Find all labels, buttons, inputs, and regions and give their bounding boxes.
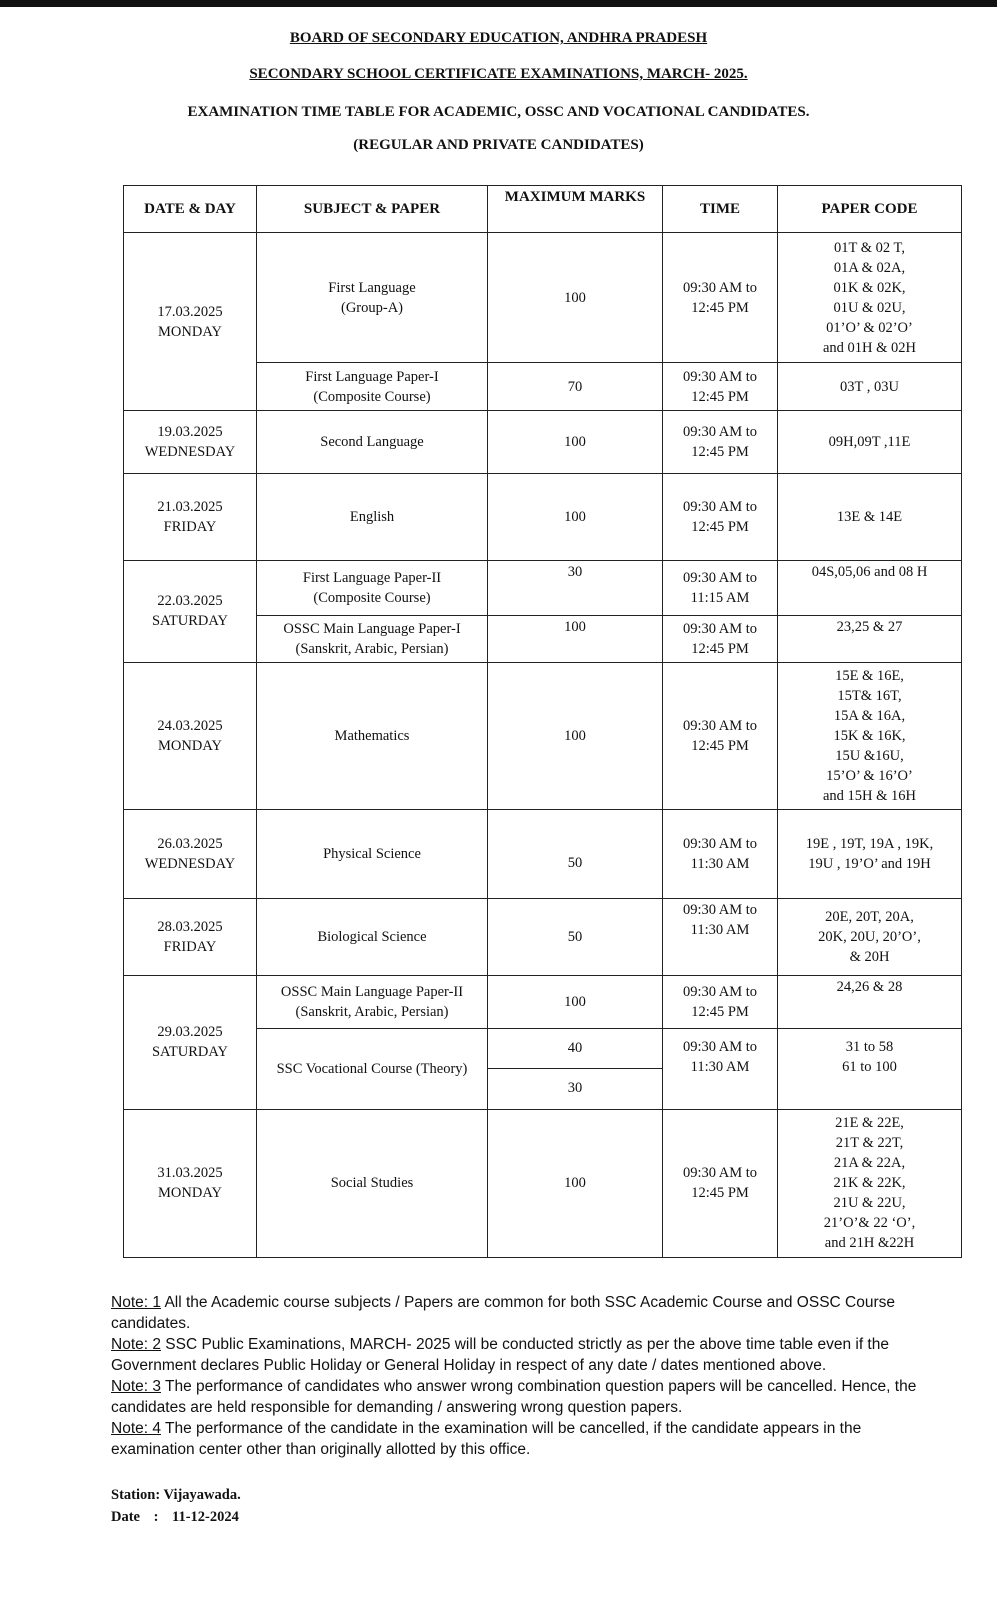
table-row <box>124 663 962 810</box>
marks-split-cell <box>488 1029 663 1110</box>
code-cell: 09H,09T ,11E <box>778 411 962 473</box>
table-row <box>124 473 962 560</box>
time-cell: 09:30 AM to 12:45 PM <box>663 473 778 560</box>
note-4 <box>111 1418 939 1460</box>
marks-cell: 70 <box>488 363 663 411</box>
code-cell: 20E, 20T, 20A, 20K, 20U, 20’O’, & 20H <box>778 899 962 976</box>
code-cell: 23,25 & 27 <box>778 615 962 662</box>
note-1 <box>111 1292 939 1334</box>
date-cell: 29.03.2025 SATURDAY <box>124 975 257 1109</box>
marks-cell: 100 <box>488 473 663 560</box>
subject-cell: Physical Science <box>257 810 488 899</box>
subject-cell: Social Studies <box>257 1109 488 1257</box>
subject-cell: English <box>257 473 488 560</box>
subject-cell: Biological Science <box>257 899 488 976</box>
marks-practical-value: 30 <box>567 1080 583 1097</box>
marks-cell: 100 <box>488 663 663 810</box>
code-cell: 15E & 16E, 15T& 16T, 15A & 16A, 15K & 16K, 15U &16U, 15’O’ & 16’O’ and 15H & 16H <box>778 663 962 810</box>
code-cell: 03T , 03U <box>778 363 962 411</box>
code-cell: 21E & 22E, 21T & 22T, 21A & 22A, 21K & 22K, 21U & 22U, 21’O’& 22 ‘O’, and 21H &22H <box>778 1109 962 1257</box>
date-label: Date <box>111 1509 140 1525</box>
subject-cell: Second Language <box>257 411 488 473</box>
time-cell: 09:30 AM to 12:45 PM <box>663 663 778 810</box>
subject-cell: Mathematics <box>257 663 488 810</box>
date-value: 11-12-2024 <box>172 1509 239 1525</box>
table-header-row <box>124 186 962 233</box>
time-cell: 09:30 AM to 11:30 AM <box>663 1029 778 1110</box>
time-cell: 09:30 AM to 12:45 PM <box>663 975 778 1028</box>
time-cell: 09:30 AM to 11:15 AM <box>663 560 778 615</box>
note-text: The performance of candidates who answer wrong combination question papers will be cancelled. Hence, the candidates are held responsible for demanding / answering wrong question papers. <box>111 1378 917 1416</box>
date-cell: 24.03.2025 MONDAY <box>124 663 257 810</box>
timetable <box>123 185 962 1258</box>
note-label: Note: 2 <box>111 1336 161 1353</box>
code-cell: 19E , 19T, 19A , 19K, 19U , 19’O’ and 19H <box>778 810 962 899</box>
note-text: SSC Public Examinations, MARCH- 2025 will be conducted strictly as per the above time table even if the Government declares Public Holiday or General Holiday in respect of any date / dates mentioned above. <box>111 1336 889 1374</box>
col-header-marks: MAXIMUM MARKS <box>488 186 663 233</box>
note-text: The performance of the candidate in the examination will be cancelled, if the candidate appears in the examination center other than originally allotted by this office. <box>111 1420 862 1458</box>
note-label: Note: 1 <box>111 1294 161 1311</box>
date-cell: 19.03.2025 WEDNESDAY <box>124 411 257 473</box>
date-cell: 28.03.2025 FRIDAY <box>124 899 257 976</box>
code-cell: 04S,05,06 and 08 H <box>778 560 962 615</box>
time-cell: 09:30 AM to 12:45 PM <box>663 615 778 662</box>
code-cell: 31 to 58 61 to 100 <box>778 1029 962 1110</box>
date-separator: : <box>153 1509 159 1525</box>
notes-section <box>111 1292 939 1460</box>
date-cell: 22.03.2025 SATURDAY <box>124 560 257 663</box>
col-header-code: PAPER CODE <box>778 186 962 233</box>
time-cell: 09:30 AM to 12:45 PM <box>663 411 778 473</box>
marks-cell: 100 <box>488 411 663 473</box>
table-row <box>124 975 962 1028</box>
marks-cell: 100 <box>488 233 663 363</box>
marks-cell: 50 <box>488 810 663 899</box>
marks-cell: 30 <box>488 560 663 615</box>
station-line: Station: Vijayawada. <box>111 1487 241 1503</box>
code-cell: 01T & 02 T, 01A & 02A, 01K & 02K, 01U & 02U, 01’O’ & 02’O’ and 01H & 02H <box>778 233 962 363</box>
subject-cell: First Language Paper-II (Composite Course) <box>257 560 488 615</box>
table-row <box>124 1109 962 1257</box>
document-subtitle: (REGULAR AND PRIVATE CANDIDATES) <box>353 137 644 153</box>
table-row <box>124 560 962 615</box>
table-row <box>124 810 962 899</box>
subject-cell: First Language Paper-I (Composite Course) <box>257 363 488 411</box>
note-label: Note: 4 <box>111 1420 161 1437</box>
time-cell: 09:30 AM to 12:45 PM <box>663 233 778 363</box>
date-cell: 26.03.2025 WEDNESDAY <box>124 810 257 899</box>
note-text: All the Academic course subjects / Papers are common for both SSC Academic Course and OSSC Course candidates. <box>111 1294 895 1332</box>
subject-cell: OSSC Main Language Paper-I (Sanskrit, Arabic, Persian) <box>257 615 488 662</box>
time-cell: 09:30 AM to 11:30 AM <box>663 899 778 976</box>
col-header-date: DATE & DAY <box>124 186 257 233</box>
note-label: Note: 3 <box>111 1378 161 1395</box>
document-title: EXAMINATION TIME TABLE FOR ACADEMIC, OSSC AND VOCATIONAL CANDIDATES. <box>187 104 810 120</box>
table-row <box>124 411 962 473</box>
board-name: BOARD OF SECONDARY EDUCATION, ANDHRA PRADESH <box>289 30 708 46</box>
table-row <box>124 233 962 363</box>
table-row <box>124 899 962 976</box>
col-header-time: TIME <box>663 186 778 233</box>
date-cell: 21.03.2025 FRIDAY <box>124 473 257 560</box>
code-cell: 24,26 & 28 <box>778 975 962 1028</box>
exam-name: SECONDARY SCHOOL CERTIFICATE EXAMINATIONS, MARCH- 2025. <box>249 66 748 82</box>
subject-cell: SSC Vocational Course (Theory) <box>257 1029 488 1110</box>
date-line <box>111 1509 239 1526</box>
top-border <box>0 0 997 7</box>
time-cell: 09:30 AM to 12:45 PM <box>663 1109 778 1257</box>
time-cell: 09:30 AM to 11:30 AM <box>663 810 778 899</box>
note-2 <box>111 1334 939 1376</box>
marks-cell: 100 <box>488 615 663 662</box>
code-cell: 13E & 14E <box>778 473 962 560</box>
subject-cell: First Language (Group-A) <box>257 233 488 363</box>
marks-theory-value: 40 <box>488 1029 662 1069</box>
note-3 <box>111 1376 939 1418</box>
marks-cell: 100 <box>488 1109 663 1257</box>
marks-cell: 50 <box>488 899 663 976</box>
subject-cell: OSSC Main Language Paper-II (Sanskrit, Arabic, Persian) <box>257 975 488 1028</box>
col-header-subject: SUBJECT & PAPER <box>257 186 488 233</box>
date-cell: 31.03.2025 MONDAY <box>124 1109 257 1257</box>
date-cell: 17.03.2025 MONDAY <box>124 233 257 411</box>
time-cell: 09:30 AM to 12:45 PM <box>663 363 778 411</box>
marks-cell: 100 <box>488 975 663 1028</box>
